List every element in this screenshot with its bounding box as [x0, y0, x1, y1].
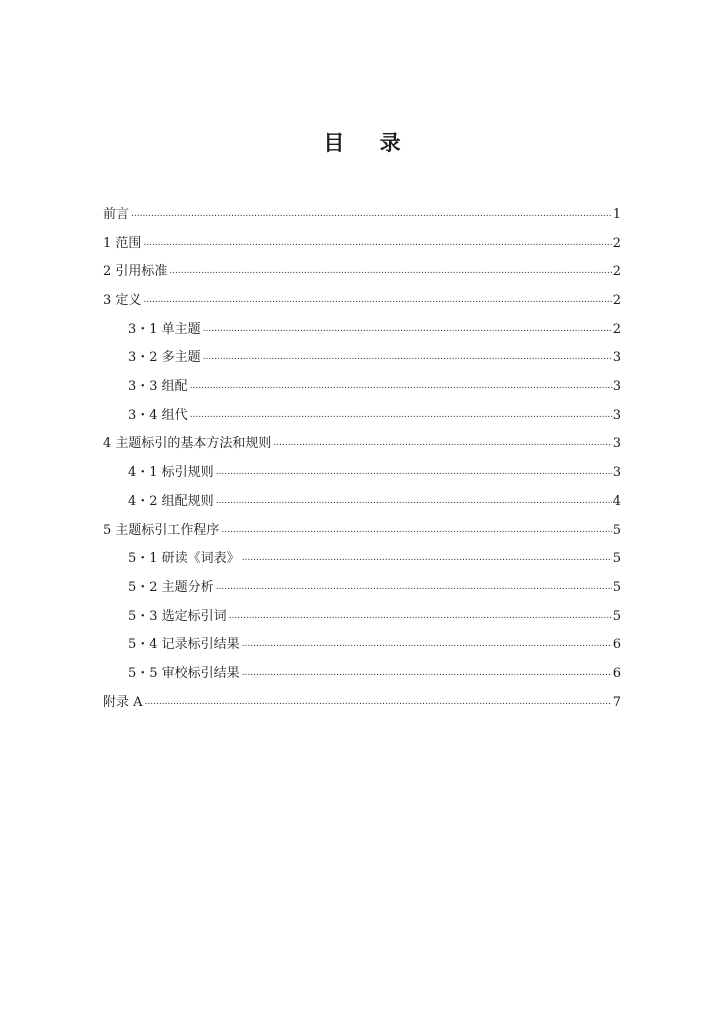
toc-subentry[interactable]	[103, 660, 621, 689]
dot-leader	[143, 229, 611, 258]
toc-entry[interactable]	[103, 287, 621, 316]
toc-entry-label: 5・5 审校标引结果	[128, 665, 240, 681]
toc-page-number: 3	[612, 436, 621, 452]
dot-leader	[273, 429, 611, 458]
toc-entry-label: 5・1 研读《词表》	[128, 551, 240, 567]
toc-subentry[interactable]	[103, 373, 621, 402]
toc-page-number: 2	[612, 235, 621, 251]
toc-entry-label: 3 定义	[103, 293, 142, 309]
dot-leader	[216, 487, 612, 516]
toc-entry-label: 2 引用标准	[103, 264, 168, 280]
toc-entry[interactable]	[103, 431, 621, 460]
toc-entry-label: 5・4 记录标引结果	[128, 637, 240, 653]
toc-page-number: 5	[612, 551, 621, 567]
dot-leader	[216, 573, 612, 602]
dot-leader	[242, 630, 612, 659]
toc-entry-label: 1 范围	[103, 235, 142, 251]
toc-entry-label: 4 主题标引的基本方法和规则	[103, 436, 272, 452]
toc-subentry[interactable]	[103, 402, 621, 431]
dot-leader	[203, 343, 612, 372]
toc-page-number: 7	[612, 694, 621, 710]
toc-page-number: 5	[612, 522, 621, 538]
toc-entry[interactable]	[103, 258, 621, 287]
toc-entry[interactable]	[103, 517, 621, 546]
toc-page-number: 3	[612, 465, 621, 481]
toc-page-number: 2	[612, 321, 621, 337]
toc-subentry[interactable]	[103, 545, 621, 574]
dot-leader	[145, 688, 612, 717]
dot-leader	[190, 401, 612, 430]
toc-entry[interactable]	[103, 201, 621, 230]
toc-page-number: 6	[612, 637, 621, 653]
dot-leader	[169, 257, 611, 286]
dot-leader	[203, 315, 612, 344]
dot-leader	[221, 516, 611, 545]
dot-leader	[143, 286, 611, 315]
dot-leader	[229, 602, 612, 631]
toc-subentry[interactable]	[103, 344, 621, 373]
toc-entry-label: 3・3 组配	[128, 379, 188, 395]
toc-page-number: 3	[612, 379, 621, 395]
toc-entry-label: 5・3 选定标引词	[128, 608, 227, 624]
toc-entry-label: 3・4 组代	[128, 407, 188, 423]
toc-entry[interactable]	[103, 230, 621, 259]
dot-leader	[131, 200, 612, 229]
toc-page-number: 5	[612, 608, 621, 624]
toc-subentry[interactable]	[103, 316, 621, 345]
toc-entry-label: 5 主题标引工作程序	[103, 522, 220, 538]
dot-leader	[190, 372, 612, 401]
toc-entry-label: 3・2 多主题	[128, 350, 201, 366]
dot-leader	[242, 544, 612, 573]
dot-leader	[242, 659, 612, 688]
toc-subentry[interactable]	[103, 488, 621, 517]
toc-entry-label: 附录 A	[103, 694, 143, 710]
toc-page-number: 4	[612, 493, 621, 509]
toc-subentry[interactable]	[103, 574, 621, 603]
toc-entry-label: 3・1 单主题	[128, 321, 201, 337]
toc-entry-label: 5・2 主题分析	[128, 579, 214, 595]
toc-entry-label: 4・1 标引规则	[128, 465, 214, 481]
toc-page-number: 1	[612, 206, 621, 222]
toc-entry[interactable]	[103, 689, 621, 718]
toc-page-number: 5	[612, 579, 621, 595]
toc-page-number: 3	[612, 350, 621, 366]
toc-entry-label: 前言	[103, 206, 130, 222]
page-title: 目 录	[323, 130, 415, 155]
toc-subentry[interactable]	[103, 603, 621, 632]
table-of-contents	[103, 201, 621, 717]
toc-page-number: 6	[612, 665, 621, 681]
dot-leader	[216, 458, 612, 487]
toc-subentry[interactable]	[103, 459, 621, 488]
toc-page-number: 3	[612, 407, 621, 423]
toc-page-number: 2	[612, 264, 621, 280]
toc-subentry[interactable]	[103, 631, 621, 660]
toc-page-number: 2	[612, 293, 621, 309]
toc-entry-label: 4・2 组配规则	[128, 493, 214, 509]
